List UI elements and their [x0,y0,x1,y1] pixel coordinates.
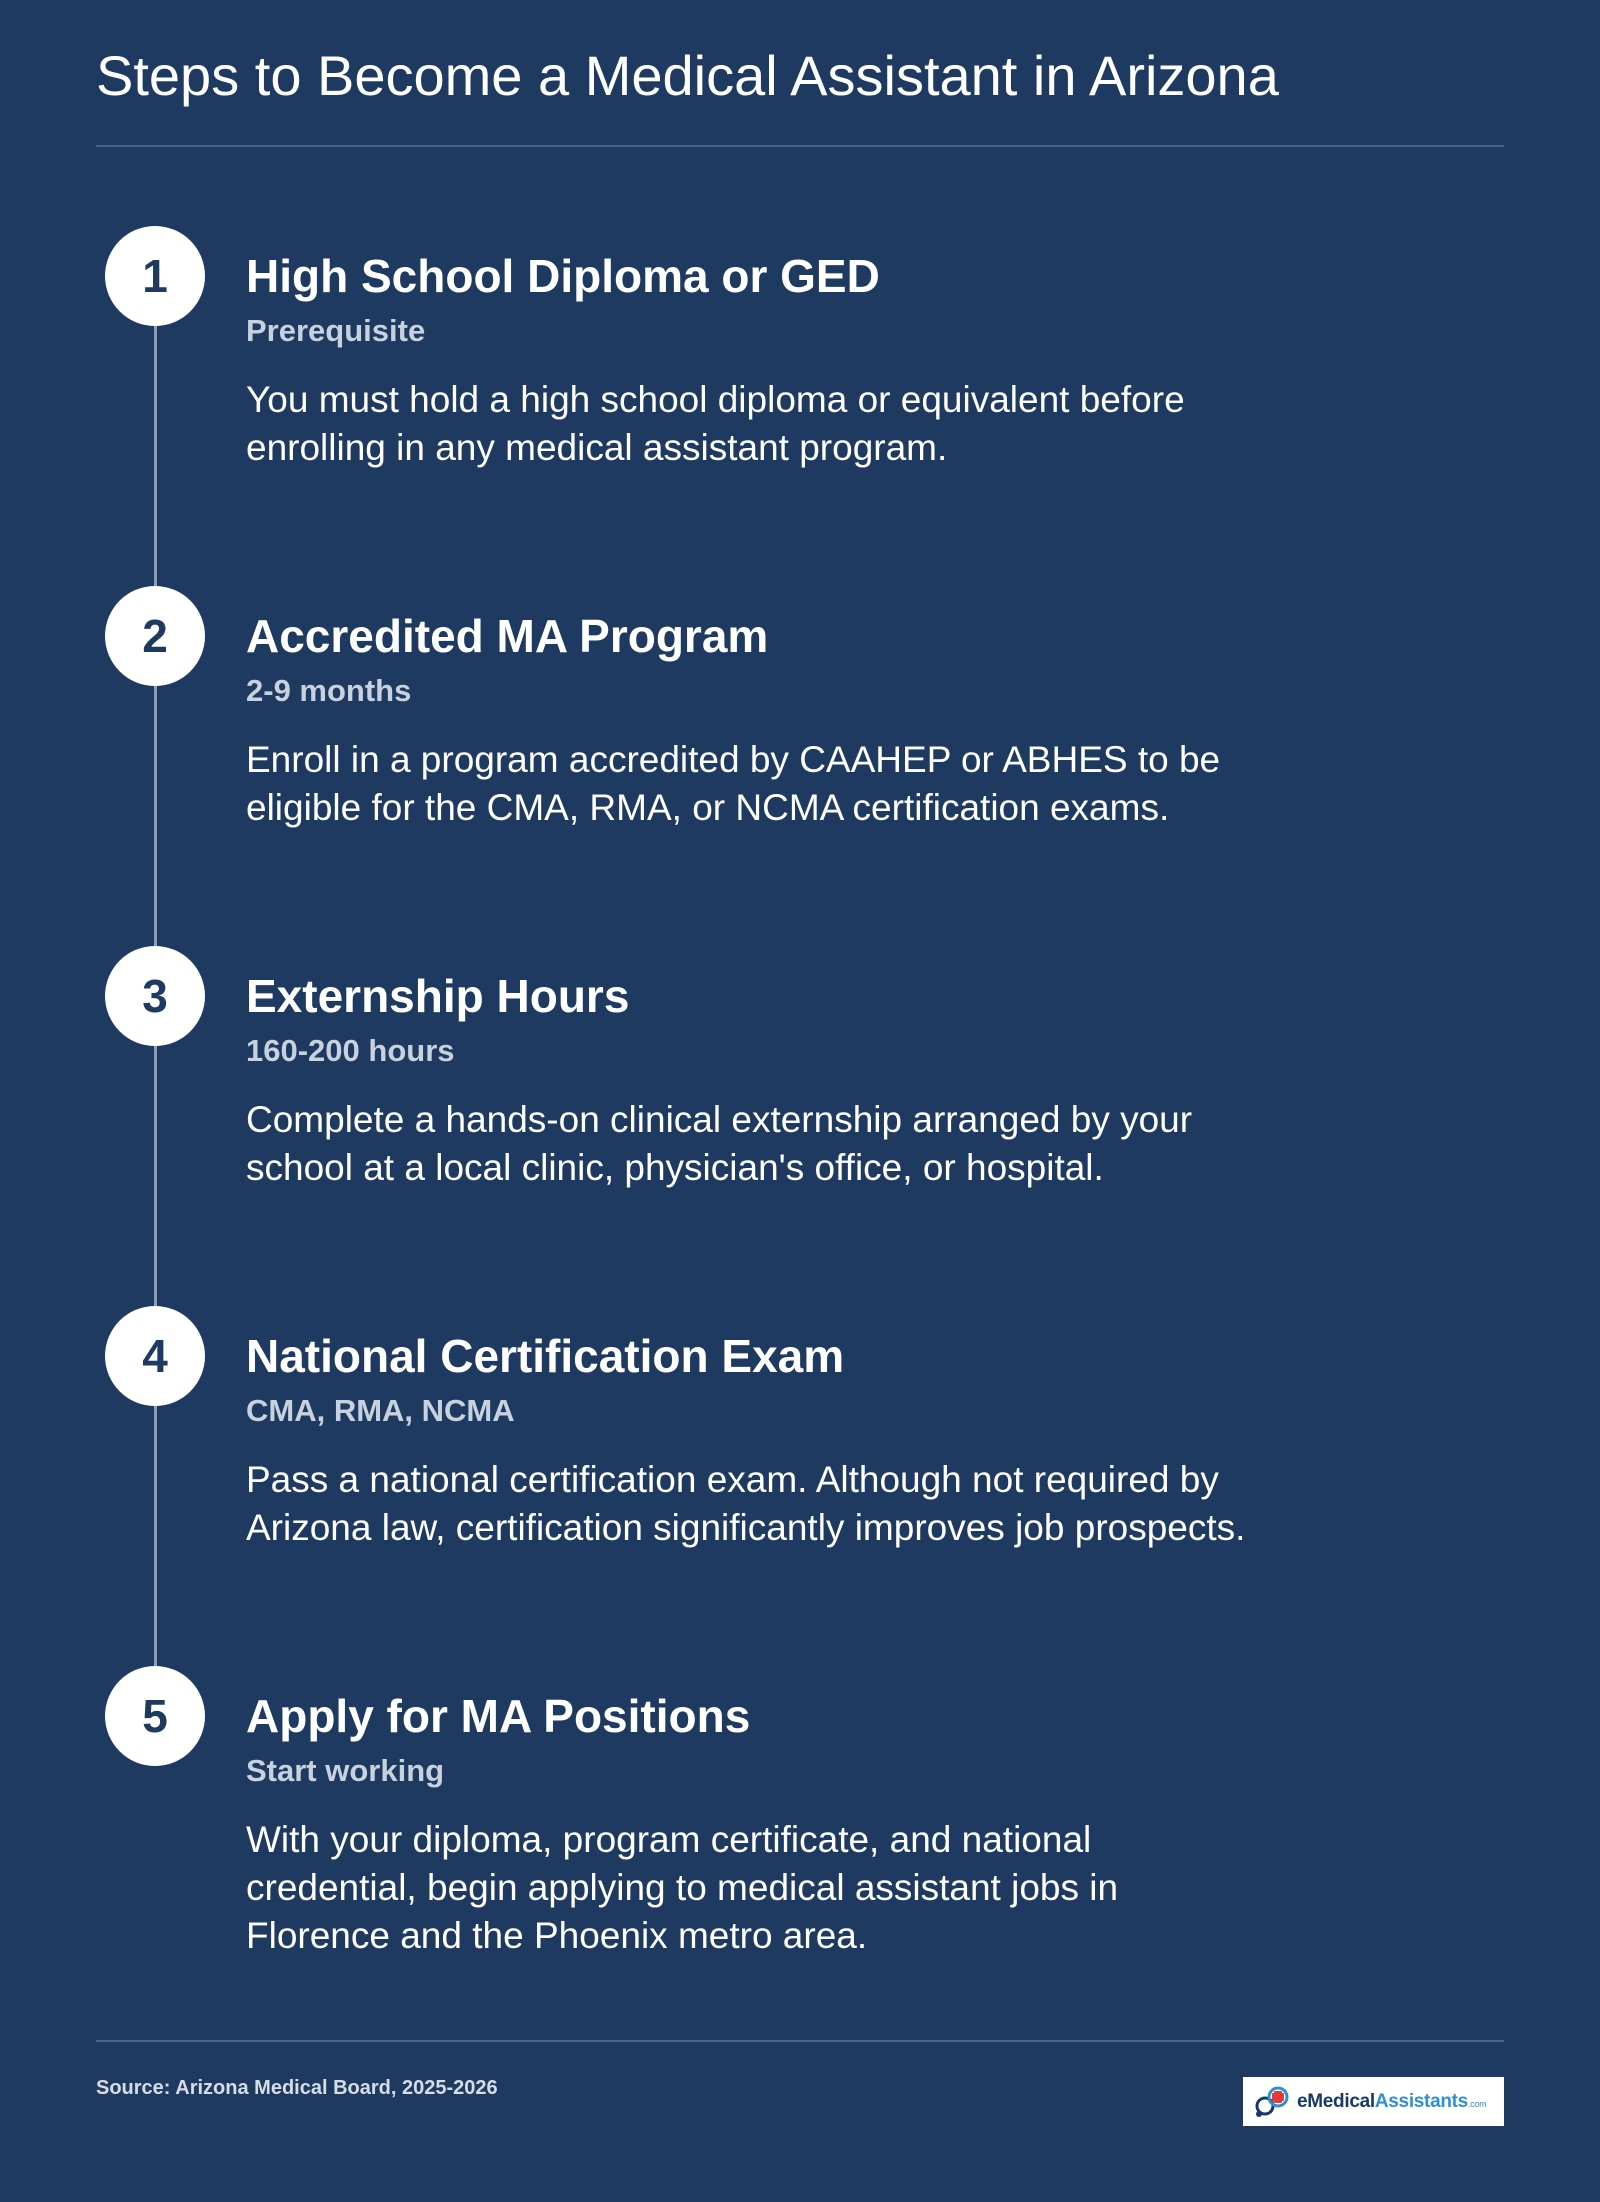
step-subtitle: Start working [246,1753,445,1788]
footer-divider [96,2040,1504,2042]
step-title: High School Diploma or GED [246,250,880,302]
title-divider [96,145,1504,147]
step-subtitle: CMA, RMA, NCMA [246,1393,515,1428]
step-title: Accredited MA Program [246,610,769,662]
step-subtitle: Prerequisite [246,313,426,348]
step-subtitle: 2-9 months [246,673,412,708]
step-description: With your diploma, program certificate, and national credential, begin applying to medical assistant jobs in Florence and the Phoenix metro area. [246,1819,1119,1956]
step-description: Pass a national certification exam. Although not required by Arizona law, certification significantly improves job prospects. [246,1459,1246,1548]
step-title: Apply for MA Positions [246,1690,751,1742]
step-number-badge: 3 [105,946,205,1046]
step-number-badge: 4 [105,1306,205,1406]
step-title: National Certification Exam [246,1330,845,1382]
page-title: Steps to Become a Medical Assistant in Arizona [96,44,1279,107]
step-number-badge: 2 [105,586,205,686]
step-description: You must hold a high school diploma or equivalent before enrolling in any medical assistant program. [246,379,1185,468]
step-description: Enroll in a program accredited by CAAHEP or ABHES to be eligible for the CMA, RMA, or NCMA certification exams. [246,739,1221,828]
step-subtitle: 160-200 hours [246,1033,455,1068]
step-number-badge: 5 [105,1666,205,1766]
source-note: Source: Arizona Medical Board, 2025-2026 [96,2077,498,2099]
step-description: Complete a hands-on clinical externship arranged by your school at a local clinic, physician's office, or hospital. [246,1099,1193,1188]
step-title: Externship Hours [246,970,630,1022]
medical-cross-icon [1251,2084,1291,2120]
step-number-badge: 1 [105,226,205,326]
brand-logo[interactable] [1243,2077,1504,2126]
logo-wordmark: eMedicalAssistants.com [1297,2090,1487,2112]
